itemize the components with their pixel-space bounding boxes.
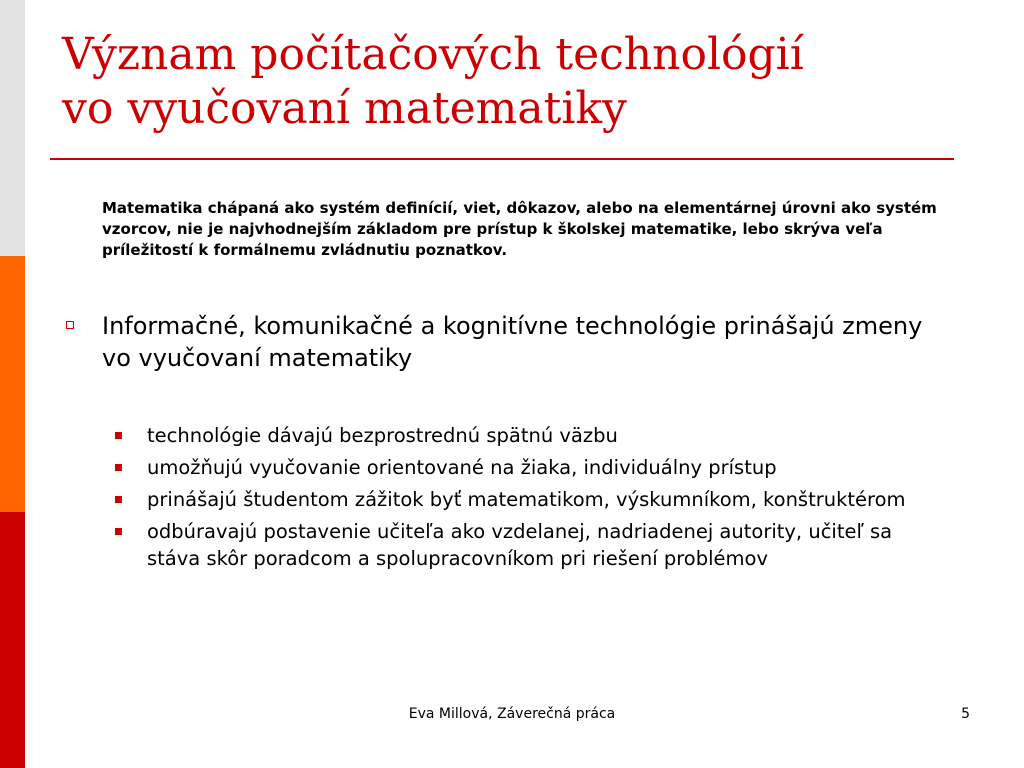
sub-bullet-text: prinášajú študentom zážitok byť matematikom, výskumníkom, konštruktérom <box>147 488 906 511</box>
title-underline <box>50 158 954 160</box>
square-bullet-icon <box>115 432 122 439</box>
footer-author: Eva Millová, Záverečná práca <box>408 706 616 722</box>
side-bar-gray <box>0 0 25 256</box>
hollow-square-bullet-icon <box>66 321 74 329</box>
square-bullet-icon <box>115 496 122 503</box>
page-number: 5 <box>961 706 970 722</box>
sub-bullet-text: umožňujú vyučovanie orientované na žiaka, individuálny prístup <box>147 456 777 479</box>
side-bar-orange <box>0 256 25 512</box>
intro-paragraph: Matematika chápaná ako systém definícií, viet, dôkazov, alebo na elementárnej úrovni ako systém vzorcov, nie je najvhodnejším základom pre prístup k školskej matematike, lebo skrýva veľa príležitostí k formálnemu zvládnutiu poznatkov. <box>102 199 937 259</box>
slide-title <box>62 28 962 136</box>
sub-bullet-item <box>113 454 933 481</box>
slide-title-line-1: Význam počítačových technológií <box>62 29 804 80</box>
sub-bullet-item <box>113 422 933 449</box>
sub-bullet-text: odbúravajú postavenie učiteľa ako vzdelanej, nadriadenej autority, učiteľ sa stáva skôr poradcom a spolupracovníkom pri riešení problémov <box>147 520 893 570</box>
square-bullet-icon <box>115 464 122 471</box>
sub-bullet-list <box>113 422 933 577</box>
square-bullet-icon <box>115 528 122 535</box>
slide-title-line-2: vo vyučovaní matematiky <box>62 83 627 134</box>
sub-bullet-item <box>113 486 933 513</box>
main-bullet <box>64 310 934 374</box>
sub-bullet-item <box>113 518 933 572</box>
main-bullet-text: Informačné, komunikačné a kognitívne technológie prinášajú zmeny vo vyučovaní matematiky <box>102 312 923 372</box>
side-bar-red <box>0 512 25 768</box>
sub-bullet-text: technológie dávajú bezprostrednú spätnú väzbu <box>147 424 618 447</box>
